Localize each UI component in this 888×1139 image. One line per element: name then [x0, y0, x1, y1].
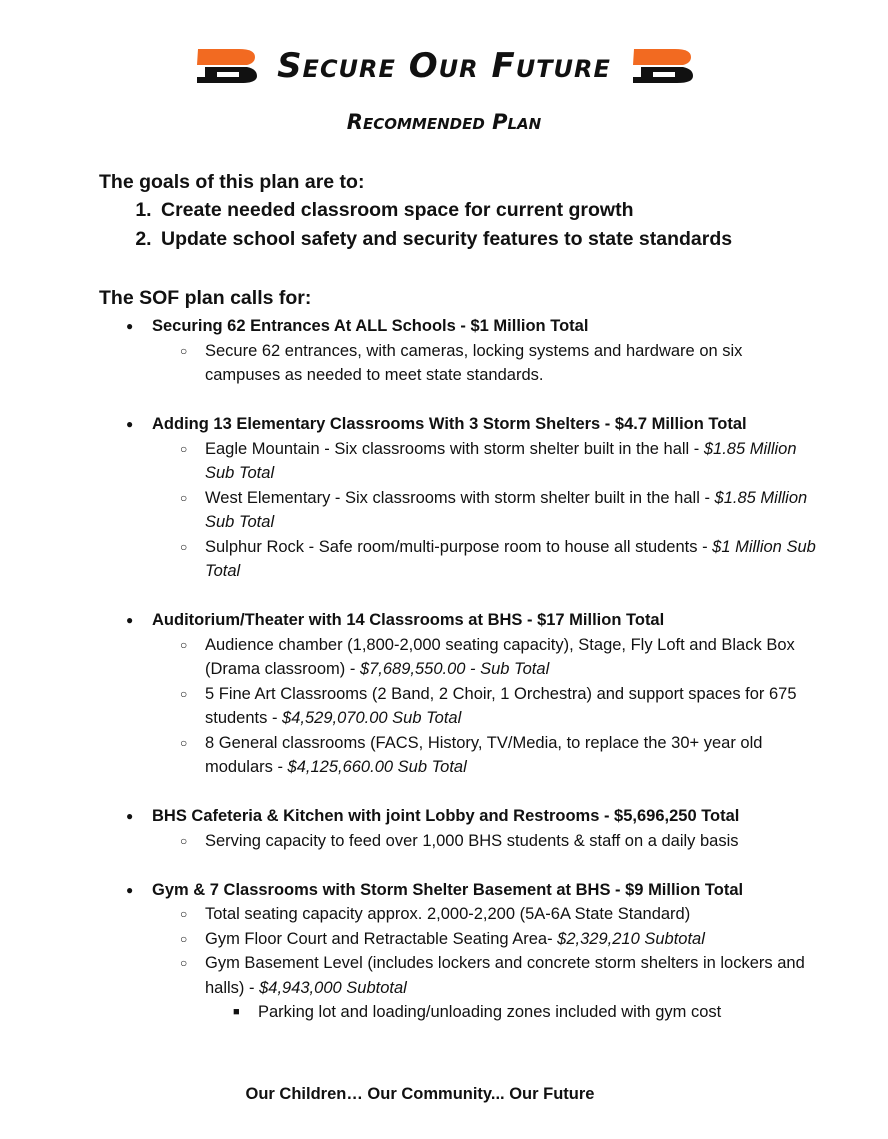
- sub-item-text: West Elementary - Six classrooms with storm shelter built in the hall -: [205, 488, 715, 507]
- plan-sub-item: [152, 731, 819, 780]
- plan-sub-list: [152, 437, 819, 584]
- sub-item-amount: $4,943,000 Subtotal: [259, 978, 407, 997]
- footer-tagline: Our Children… Our Community... Our Future: [245, 1085, 595, 1103]
- plan-item-title: ● Auditorium/Theater with 14 Classrooms at BHS - $17 Million Total: [152, 611, 665, 629]
- page-title: Secure Our Future: [277, 46, 611, 86]
- plan-sub-item: [152, 535, 819, 584]
- plan-sub-item: [152, 339, 819, 388]
- plan-sub-item: [152, 951, 819, 1025]
- plan-item: [99, 608, 819, 780]
- sub-item-text: Sulphur Rock - Safe room/multi-purpose room to house all students -: [205, 537, 713, 556]
- sub-item-amount: $1.85 Million Sub Total: [205, 488, 808, 531]
- plan-sub-list: [152, 902, 819, 1025]
- sub-item-text: Serving capacity to feed over 1,000 BHS students & staff on a daily basis: [205, 831, 739, 850]
- plan-sub-item: [152, 902, 819, 927]
- plan-sub-item: [152, 927, 819, 952]
- goal-item: 1. Create needed classroom space for current growth: [157, 196, 819, 225]
- plan-subsub-item: ■ Parking lot and loading/unloading zones included with gym cost: [205, 1000, 819, 1025]
- sub-item-text: Eagle Mountain - Six classrooms with storm shelter built in the hall -: [205, 439, 704, 458]
- plan-item: [99, 412, 819, 584]
- goals-heading: The goals of this plan are to:: [99, 171, 365, 193]
- sub-item-text: Gym Floor Court and Retractable Seating Area-: [205, 929, 558, 948]
- sub-item-text: Gym Basement Level (includes lockers and concrete storm shelters in lockers and halls) -: [205, 954, 805, 997]
- plan-sub-list: [152, 633, 819, 780]
- sub-item-text: Secure 62 entrances, with cameras, locking systems and hardware on six campuses as needed to meet state standards.: [205, 341, 743, 384]
- sub-item-amount: $1 Million Sub Total: [205, 537, 816, 580]
- document-header: [0, 46, 888, 86]
- plan-item-title: ● BHS Cafeteria & Kitchen with joint Lobby and Restrooms - $5,696,250 Total: [152, 807, 740, 825]
- plan-items-list: [99, 314, 819, 1025]
- sub-item-amount: $7,689,550.00 - Sub Total: [359, 660, 550, 678]
- title-row: [0, 46, 888, 86]
- sub-item-amount: $4,125,660.00 Sub Total: [287, 758, 467, 776]
- sub-item-text: Total seating capacity approx. 2,000-2,200 (5A-6A State Standard): [205, 905, 691, 923]
- sub-item-amount: $4,529,070.00 Sub Total: [282, 709, 462, 727]
- plan-sub-item: [152, 682, 819, 731]
- page-subtitle: Recommended Plan: [346, 110, 542, 134]
- plan-subsub-list: [205, 1000, 819, 1025]
- sub-item-amount: $2,329,210 Subtotal: [557, 929, 705, 948]
- sub-item-text: Audience chamber (1,800-2,000 seating capacity), Stage, Fly Loft and Black Box (Drama classroom) -: [205, 635, 795, 678]
- goal-item: 2. Update school safety and security features to state standards: [157, 225, 819, 254]
- plan-item: [99, 804, 819, 853]
- plan-sub-item: [152, 437, 819, 486]
- block-letter-b-logo-icon: [631, 47, 693, 85]
- sub-item-text: 5 Fine Art Classrooms (2 Band, 2 Choir, 1 Orchestra) and support spaces for 675 students -: [205, 684, 797, 727]
- plan-item-title: ● Adding 13 Elementary Classrooms With 3 Storm Shelters - $4.7 Million Total: [152, 415, 747, 433]
- sub-item-amount: $1.85 Million Sub Total: [205, 439, 797, 482]
- plan-sub-list: [152, 829, 819, 854]
- plan-heading: The SOF plan calls for:: [99, 287, 312, 309]
- plan-item-title: ● Securing 62 Entrances At ALL Schools - $1 Million Total: [152, 317, 589, 335]
- plan-item: [99, 878, 819, 1025]
- plan-sub-item: [152, 633, 819, 682]
- plan-sub-item: [152, 829, 819, 854]
- plan-sub-list: [152, 339, 819, 388]
- goals-list: [99, 196, 819, 254]
- sub-item-text: 8 General classrooms (FACS, History, TV/Media, to replace the 30+ year old modulars -: [205, 733, 763, 776]
- plan-sub-item: [152, 486, 819, 535]
- plan-item: [99, 314, 819, 388]
- block-letter-b-logo-icon: [195, 47, 257, 85]
- document-body: [99, 168, 819, 1049]
- plan-item-title: ● Gym & 7 Classrooms with Storm Shelter Basement at BHS - $9 Million Total: [152, 880, 744, 899]
